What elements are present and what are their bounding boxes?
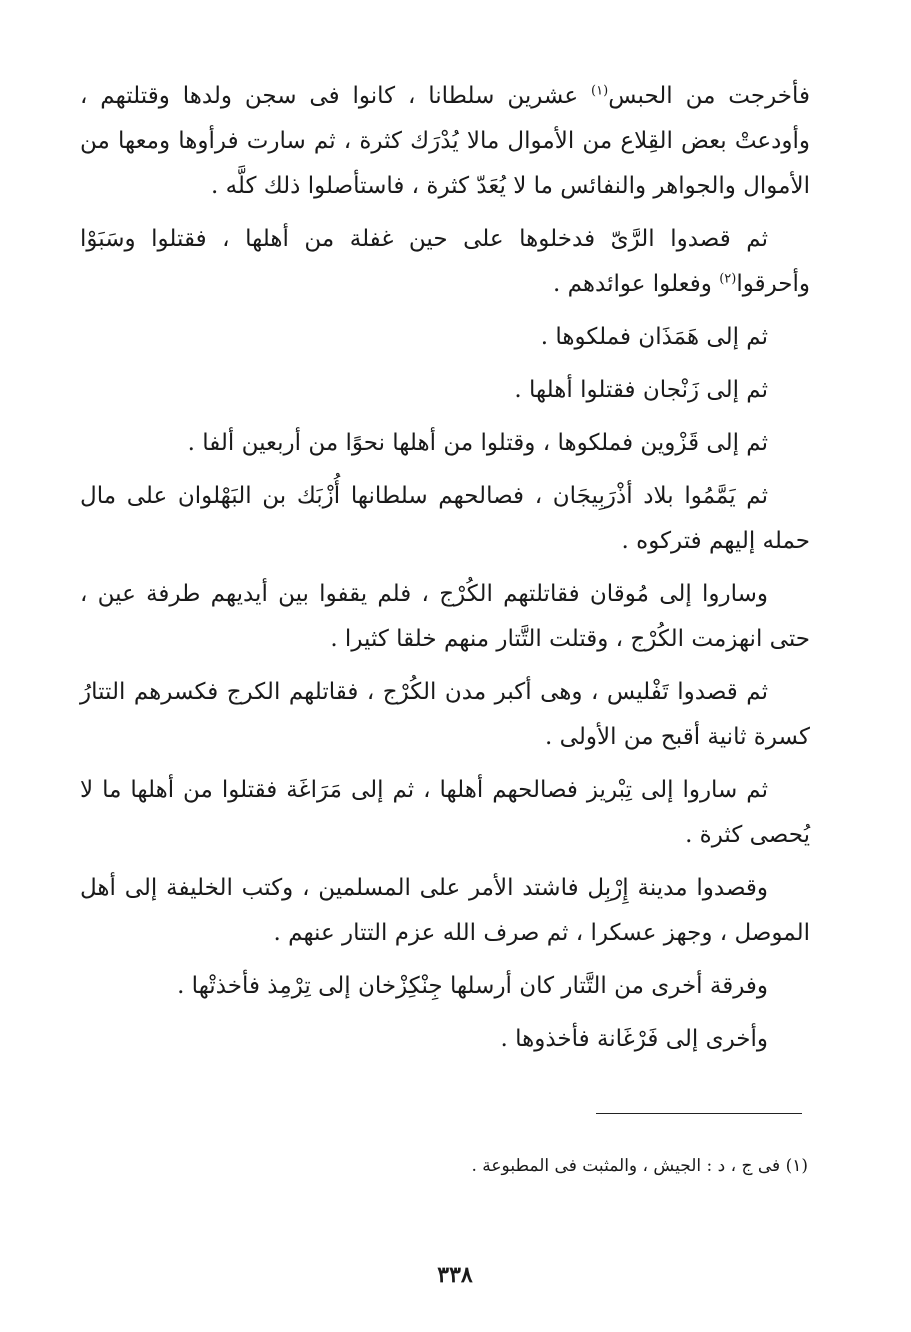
paragraph-12: وأخرى إلى فَرْغَانة فأخذوها . — [500, 1026, 768, 1052]
paragraph-3: ثم إلى هَمَذَان فملكوها . — [540, 324, 768, 350]
paragraph-9: ثم ساروا إلى تِبْريز فصالحهم أهلها ، ثم إلى مَرَاغَة فقتلوا من أهلها ما لا يُحصى كثرة . — [80, 777, 810, 848]
paragraph-8: ثم قصدوا تَفْليس ، وهى أكبر مدن الكُرْج ، فقاتلهم الكرج فكسرهم التتارُ كسرة ثانية أقبح من الأولى . — [80, 679, 810, 750]
page-number: ٣٣٨ — [437, 1262, 473, 1288]
footnote-divider — [596, 1113, 802, 1114]
page-body — [80, 74, 810, 1070]
paragraph-4: ثم إلى زَنْجان فقتلوا أهلها . — [514, 377, 768, 403]
paragraph-text: عشرين سلطانا ، كانوا فى سجن ولدها وقتلتهم ، وأودعتْ بعض القِلاع من الأموال مالا يُدْرَك كثرة ، ثم سارت فرأوها ومعها من الأموال والجواهر والنفائس ما لا يُعَدّ كثرة ، فاستأصلوا ذلك كلَّه . — [80, 83, 810, 199]
paragraph-5: ثم إلى قَزْوين فملكوها ، وقتلوا من أهلها نحوًا من أربعين ألفا . — [187, 430, 768, 456]
paragraph-11: وفرقة أخرى من التَّتار كان أرسلها جِنْكِزْخان إلى تِرْمِذ فأخذتْها . — [177, 973, 768, 999]
paragraph-text: فأخرجت من الحبس — [608, 83, 810, 109]
paragraph-1 — [80, 74, 810, 209]
footnote-ref-1[interactable]: (١) — [591, 83, 609, 99]
paragraph-6: ثم يَمَّمُوا بلاد أذْرَبِيجَان ، فصالحهم سلطانها أُزْبَك بن البَهْلوان على مال حمله إليهم فتركوه . — [80, 483, 810, 554]
paragraph-text: وفعلوا عوائدهم . — [552, 271, 720, 297]
footnote-ref-2[interactable]: (٢) — [719, 271, 737, 287]
paragraph-10: وقصدوا مدينة إِرْبِل فاشتد الأمر على المسلمين ، وكتب الخليفة إلى أهل الموصل ، وجهز عسكرا ، ثم صرف الله عزم التتار عنهم . — [80, 875, 810, 946]
paragraph-7: وساروا إلى مُوقان فقاتلتهم الكُرْج ، فلم يقفوا بين أيديهم طرفة عين ، حتى انهزمت الكُرْج ، وقتلت التَّتار منهم خلقا كثيرا . — [80, 581, 810, 652]
footnote-1: (١) فى ج ، د : الجيش ، والمثبت فى المطبوعة . — [471, 1156, 808, 1176]
paragraph-2 — [80, 217, 810, 307]
paragraph-text: ثم قصدوا الرَّىّ فدخلوها على حين غفلة من أهلها ، فقتلوا وسَبَوْا وأحرقوا — [80, 226, 810, 297]
